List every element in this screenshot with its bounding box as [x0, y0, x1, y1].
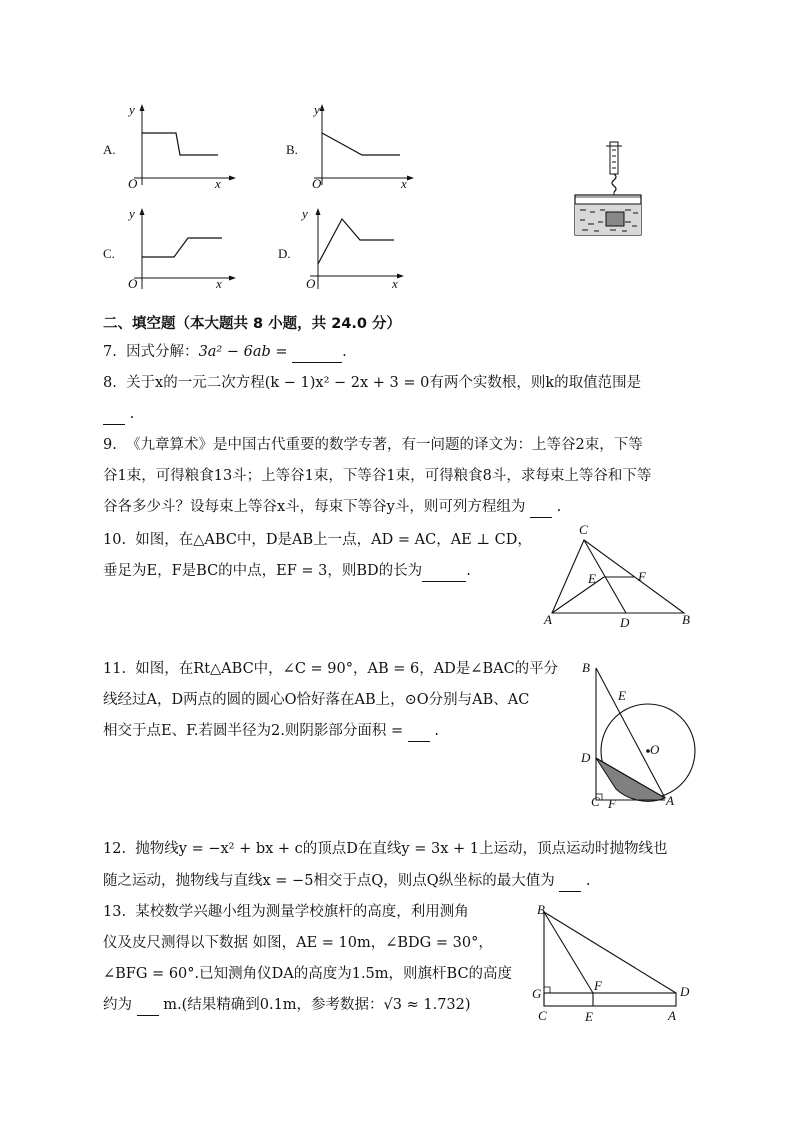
q11-line3: 相交于点E、F.若圆半径为2.则阴影部分面积 = — [103, 723, 404, 739]
q11-end: . — [434, 723, 439, 739]
option-b-label: B. — [286, 142, 298, 157]
q10-line2: 垂足为E，F是BC的中点，EF = 3，则BD的长为 — [103, 563, 423, 579]
graph-c-plot — [120, 204, 240, 299]
q13-line4-b: m.(结果精确到0.1m，参考数据：√3 ≈ 1.732) — [163, 997, 471, 1013]
q7-number: 7. — [103, 344, 117, 360]
graph-a-plot — [120, 100, 240, 195]
q9-line2: 谷1束，可得粮食13斗；上等谷1束，下等谷1束，可得粮食8斗，求每束上等谷和下等 — [103, 468, 652, 484]
q12-end: . — [585, 873, 591, 889]
q12-line2: 随之运动，抛物线与直线x = −5相交于点Q，则点Q纵坐标的最大值为 — [103, 873, 555, 889]
q10-triangle-figure — [538, 522, 698, 632]
q7-end: . — [342, 344, 347, 360]
question-10 — [103, 530, 532, 550]
q13-line3: ∠BFG = 60°.已知测角仪DA的高度为1.5m，则旗杆BC的高度 — [103, 966, 513, 982]
q11-number: 11. — [103, 661, 127, 677]
q10-line1: 如图，在△ABC中，D是AB上一点，AD = AC，AE ⊥ CD， — [135, 532, 532, 548]
q13-line4-a: 约为 — [103, 997, 132, 1013]
graph-option-d — [276, 204, 416, 299]
graph-b-curve — [322, 133, 400, 155]
question-8-line2 — [103, 404, 134, 425]
q8-end: . — [129, 406, 135, 422]
q11-point-a: A — [666, 793, 674, 808]
spring-scale-tank-illustration — [570, 140, 650, 240]
graph-a-curve — [142, 133, 218, 155]
question-9-line3 — [103, 497, 561, 518]
q13-figure-svg — [530, 900, 710, 1024]
q11-point-d: D — [581, 750, 591, 765]
graph-a-y-label: y — [129, 102, 135, 117]
graph-c-x-label: x — [216, 276, 222, 291]
question-13-line4 — [103, 995, 471, 1016]
section-title: 二、填空题（本大题共 8 小题，共 24.0 分） — [103, 316, 402, 332]
graph-b-origin: O — [312, 176, 322, 191]
q9-number: 9. — [103, 437, 117, 453]
q10-answer-blank[interactable] — [422, 561, 466, 582]
q12-answer-blank[interactable] — [559, 871, 581, 892]
q11-circle-figure — [578, 660, 696, 810]
question-13 — [103, 902, 469, 922]
question-9 — [103, 435, 643, 455]
q13-point-f: F — [594, 978, 602, 993]
q11-answer-blank[interactable] — [408, 721, 430, 742]
graph-c-origin: O — [128, 276, 138, 291]
graph-d-origin: O — [306, 276, 316, 291]
graph-option-c — [100, 204, 240, 299]
graph-option-b — [284, 100, 424, 195]
q13-point-b: B — [537, 902, 545, 917]
q11-figure-svg — [578, 660, 696, 810]
q11-point-f: F — [608, 796, 616, 811]
question-12 — [103, 839, 667, 859]
q8-line1: 关于x的一元二次方程(k − 1)x² − 2x + 3 = 0有两个实数根，则k的取值范围是 — [126, 375, 642, 391]
q13-answer-blank[interactable] — [137, 995, 159, 1016]
question-11-line3 — [103, 721, 439, 742]
option-c-label: C. — [103, 246, 115, 261]
graph-b-y-label: y — [314, 102, 320, 117]
q7-expr: 3a² − 6ab = — [198, 344, 293, 360]
q13-point-c: C — [538, 1008, 547, 1023]
q10-point-f: F — [638, 569, 646, 584]
q13-point-d: D — [680, 984, 690, 999]
q9-end: . — [556, 499, 562, 515]
q11-point-b: B — [582, 660, 590, 675]
q9-line1: 《九章算术》是中国古代重要的数学专著，有一问题的译文为：上等谷2束，下等 — [126, 437, 643, 453]
q11-point-c: C — [591, 794, 600, 809]
q11-point-o: O — [650, 742, 660, 757]
q7-text: 因式分解： — [126, 344, 199, 360]
option-a-label: A. — [103, 142, 116, 157]
graph-a-x-label: x — [215, 176, 221, 191]
q13-point-e: E — [585, 1009, 593, 1024]
q13-point-a: A — [668, 1008, 676, 1023]
graph-b-x-label: x — [401, 176, 407, 191]
q10-point-d: D — [620, 615, 630, 630]
q13-line1: 某校数学兴趣小组为测量学校旗杆的高度，利用测角 — [135, 904, 469, 920]
question-12-line2 — [103, 871, 591, 892]
q13-line2: 仪及皮尺测得以下数据 如图，AE = 10m，∠BDG = 30°， — [103, 935, 493, 951]
q11-line1: 如图，在Rt△ABC中，∠C = 90°，AB = 6，AD是∠BAC的平分 — [135, 661, 559, 677]
graph-a-origin: O — [128, 176, 138, 191]
graph-d-x-label: x — [392, 276, 398, 291]
q10-figure-svg — [538, 528, 698, 632]
q8-number: 8. — [103, 375, 117, 391]
question-11 — [103, 659, 558, 679]
q10-point-b: B — [682, 612, 690, 627]
option-d-label: D. — [278, 246, 291, 261]
q10-point-e: E — [588, 571, 596, 586]
question-8 — [103, 373, 641, 393]
q13-number: 13. — [103, 904, 127, 920]
q10-point-a: A — [544, 612, 552, 627]
q10-end: . — [466, 563, 471, 579]
graph-c-y-label: y — [129, 206, 135, 221]
question-10-line2 — [103, 561, 471, 582]
q12-line1: 抛物线y = −x² + bx + c的顶点D在直线y = 3x + 1上运动，顶点运动时抛物线也 — [135, 841, 668, 857]
q8-answer-blank[interactable] — [103, 404, 125, 425]
q11-line2: 线经过A，D两点的圆的圆心O恰好落在AB上，⊙O分别与AB、AC — [103, 692, 530, 708]
q9-line3: 谷各多少斗？设每束上等谷x斗，每束下等谷y斗，则可列方程组为 — [103, 499, 526, 515]
q11-point-e: E — [618, 688, 626, 703]
q10-point-c: C — [579, 522, 588, 537]
graph-option-a — [100, 100, 240, 195]
question-7 — [103, 342, 347, 363]
q7-answer-blank[interactable] — [292, 342, 342, 363]
graph-c-curve — [142, 238, 222, 257]
graph-d-y-label: y — [302, 206, 308, 221]
q10-number: 10. — [103, 532, 127, 548]
graph-d-curve — [318, 219, 394, 264]
q13-flagpole-figure — [530, 900, 710, 1024]
q13-point-g: G — [532, 986, 542, 1001]
q9-answer-blank[interactable] — [530, 497, 552, 518]
q12-number: 12. — [103, 841, 127, 857]
